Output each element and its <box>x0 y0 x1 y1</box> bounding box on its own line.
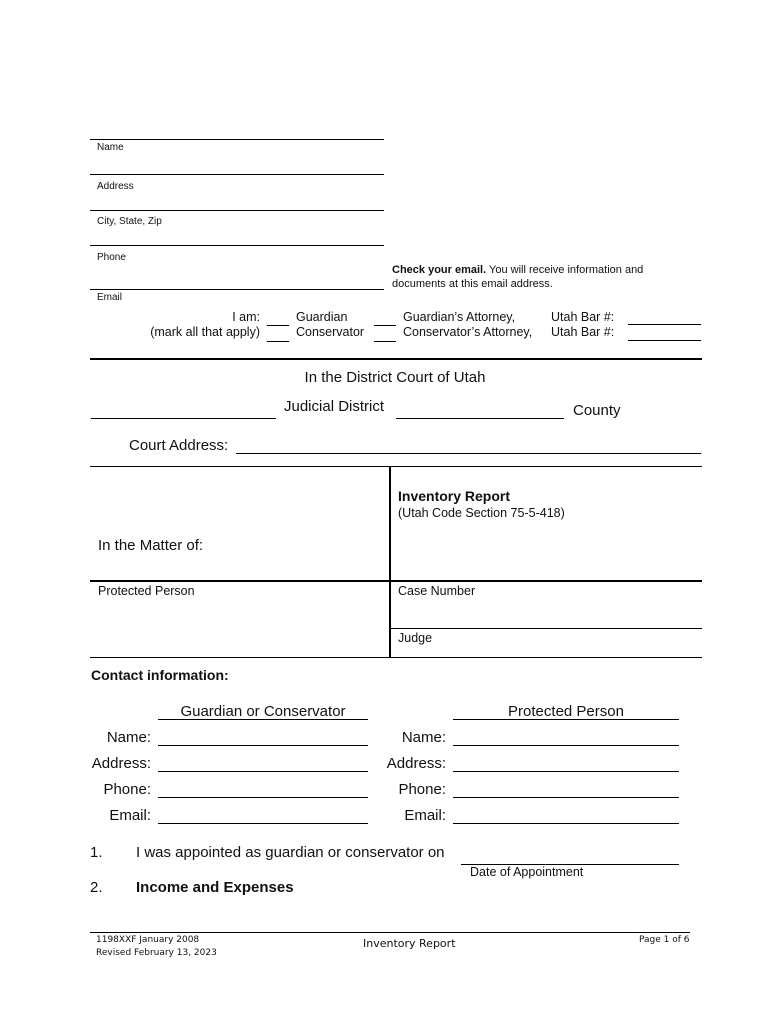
footer-line <box>90 932 690 933</box>
city-input[interactable] <box>97 227 377 245</box>
matter-of-label: In the Matter of: <box>98 537 204 554</box>
address-input[interactable] <box>97 192 377 210</box>
guardian-column-header: Guardian or Conservator <box>180 703 346 720</box>
case-number-input[interactable] <box>398 602 688 620</box>
court-address-field[interactable] <box>236 453 701 454</box>
footer-revised-date: Revised February 13, 2023 <box>96 948 217 958</box>
protected-email-input[interactable] <box>453 805 679 824</box>
county-label: County <box>573 402 621 419</box>
protected-address-label: Address: <box>386 755 446 772</box>
name-label: Name <box>97 142 124 153</box>
protected-name-input[interactable] <box>453 727 679 746</box>
email-line <box>90 289 384 290</box>
bar-label-1: Utah Bar #: <box>551 310 615 324</box>
document-title: Inventory Report <box>398 488 511 504</box>
email-note-rest: You will receive information and documents at this email address. <box>392 264 644 290</box>
caption-bottom-line <box>90 657 702 658</box>
address-label: Address <box>97 181 134 192</box>
district-number-field[interactable] <box>91 418 276 419</box>
judge-line <box>389 628 702 629</box>
phone-line <box>90 245 384 246</box>
email-note-bold: Check your email. <box>392 264 487 276</box>
phone-input[interactable] <box>97 265 377 283</box>
protected-phone-label: Phone: <box>398 781 446 798</box>
email-note <box>392 263 662 291</box>
court-address-label: Court Address: <box>129 437 229 454</box>
item-1-number: 1. <box>90 844 103 861</box>
caption-top-line <box>90 466 702 467</box>
guardian-address-label: Address: <box>91 755 151 772</box>
guardian-column-underline <box>158 719 368 720</box>
date-of-appointment-label: Date of Appointment <box>470 865 584 879</box>
guardian-email-input[interactable] <box>158 805 368 824</box>
case-number-label: Case Number <box>398 584 476 598</box>
name-input[interactable] <box>97 155 377 173</box>
court-title: In the District Court of Utah <box>304 369 486 386</box>
county-field[interactable] <box>396 418 564 419</box>
guardian-checkbox[interactable] <box>267 325 289 326</box>
phone-label: Phone <box>97 252 126 263</box>
caption-mid-line <box>90 580 702 582</box>
bar-number-1-field[interactable] <box>628 324 701 325</box>
protected-column-header: Protected Person <box>508 703 624 720</box>
footer-document-name: Inventory Report <box>363 937 456 950</box>
email-label: Email <box>97 292 123 303</box>
item-1-text: I was appointed as guardian or conservator on <box>136 844 445 861</box>
guardian-name-input[interactable] <box>158 727 368 746</box>
protected-person-label: Protected Person <box>98 584 195 598</box>
guardian-name-label: Name: <box>106 729 151 746</box>
judge-label: Judge <box>398 631 433 645</box>
bar-label-2: Utah Bar #: <box>551 325 615 339</box>
i-am-label: I am: <box>232 310 260 324</box>
name-line <box>90 139 384 140</box>
guardian-label: Guardian <box>296 310 348 324</box>
conservator-checkbox[interactable] <box>267 341 289 342</box>
conservator-label: Conservator <box>296 325 365 339</box>
protected-phone-input[interactable] <box>453 779 679 798</box>
item-2-number: 2. <box>90 879 103 896</box>
protected-email-label: Email: <box>404 807 446 824</box>
section-divider <box>90 358 702 360</box>
protected-name-label: Name: <box>401 729 446 746</box>
item-2-heading: Income and Expenses <box>136 879 294 896</box>
guardian-address-input[interactable] <box>158 753 368 772</box>
city-line <box>90 210 384 211</box>
footer-page-number: Page 1 of 6 <box>639 935 690 945</box>
protected-column-underline <box>453 719 679 720</box>
judicial-district-label: Judicial District <box>284 398 385 415</box>
conservator-attorney-label: Conservator’s Attorney, <box>403 325 533 339</box>
caption-center-line <box>389 466 391 658</box>
bar-number-2-field[interactable] <box>628 340 701 341</box>
footer-form-number: 1198XXF January 2008 <box>96 935 200 945</box>
conservator-attorney-checkbox[interactable] <box>374 341 396 342</box>
contact-heading: Contact information: <box>91 667 229 683</box>
guardian-phone-input[interactable] <box>158 779 368 798</box>
guardian-email-label: Email: <box>109 807 151 824</box>
guardian-phone-label: Phone: <box>103 781 151 798</box>
document-subtitle: (Utah Code Section 75-5-418) <box>398 506 565 520</box>
protected-address-input[interactable] <box>453 753 679 772</box>
address-line <box>90 174 384 175</box>
appointment-date-input[interactable] <box>461 846 679 865</box>
guardian-attorney-checkbox[interactable] <box>374 325 396 326</box>
mark-all-label: (mark all that apply) <box>150 325 260 339</box>
city-label: City, State, Zip <box>97 216 162 227</box>
guardian-attorney-label: Guardian’s Attorney, <box>403 310 516 324</box>
